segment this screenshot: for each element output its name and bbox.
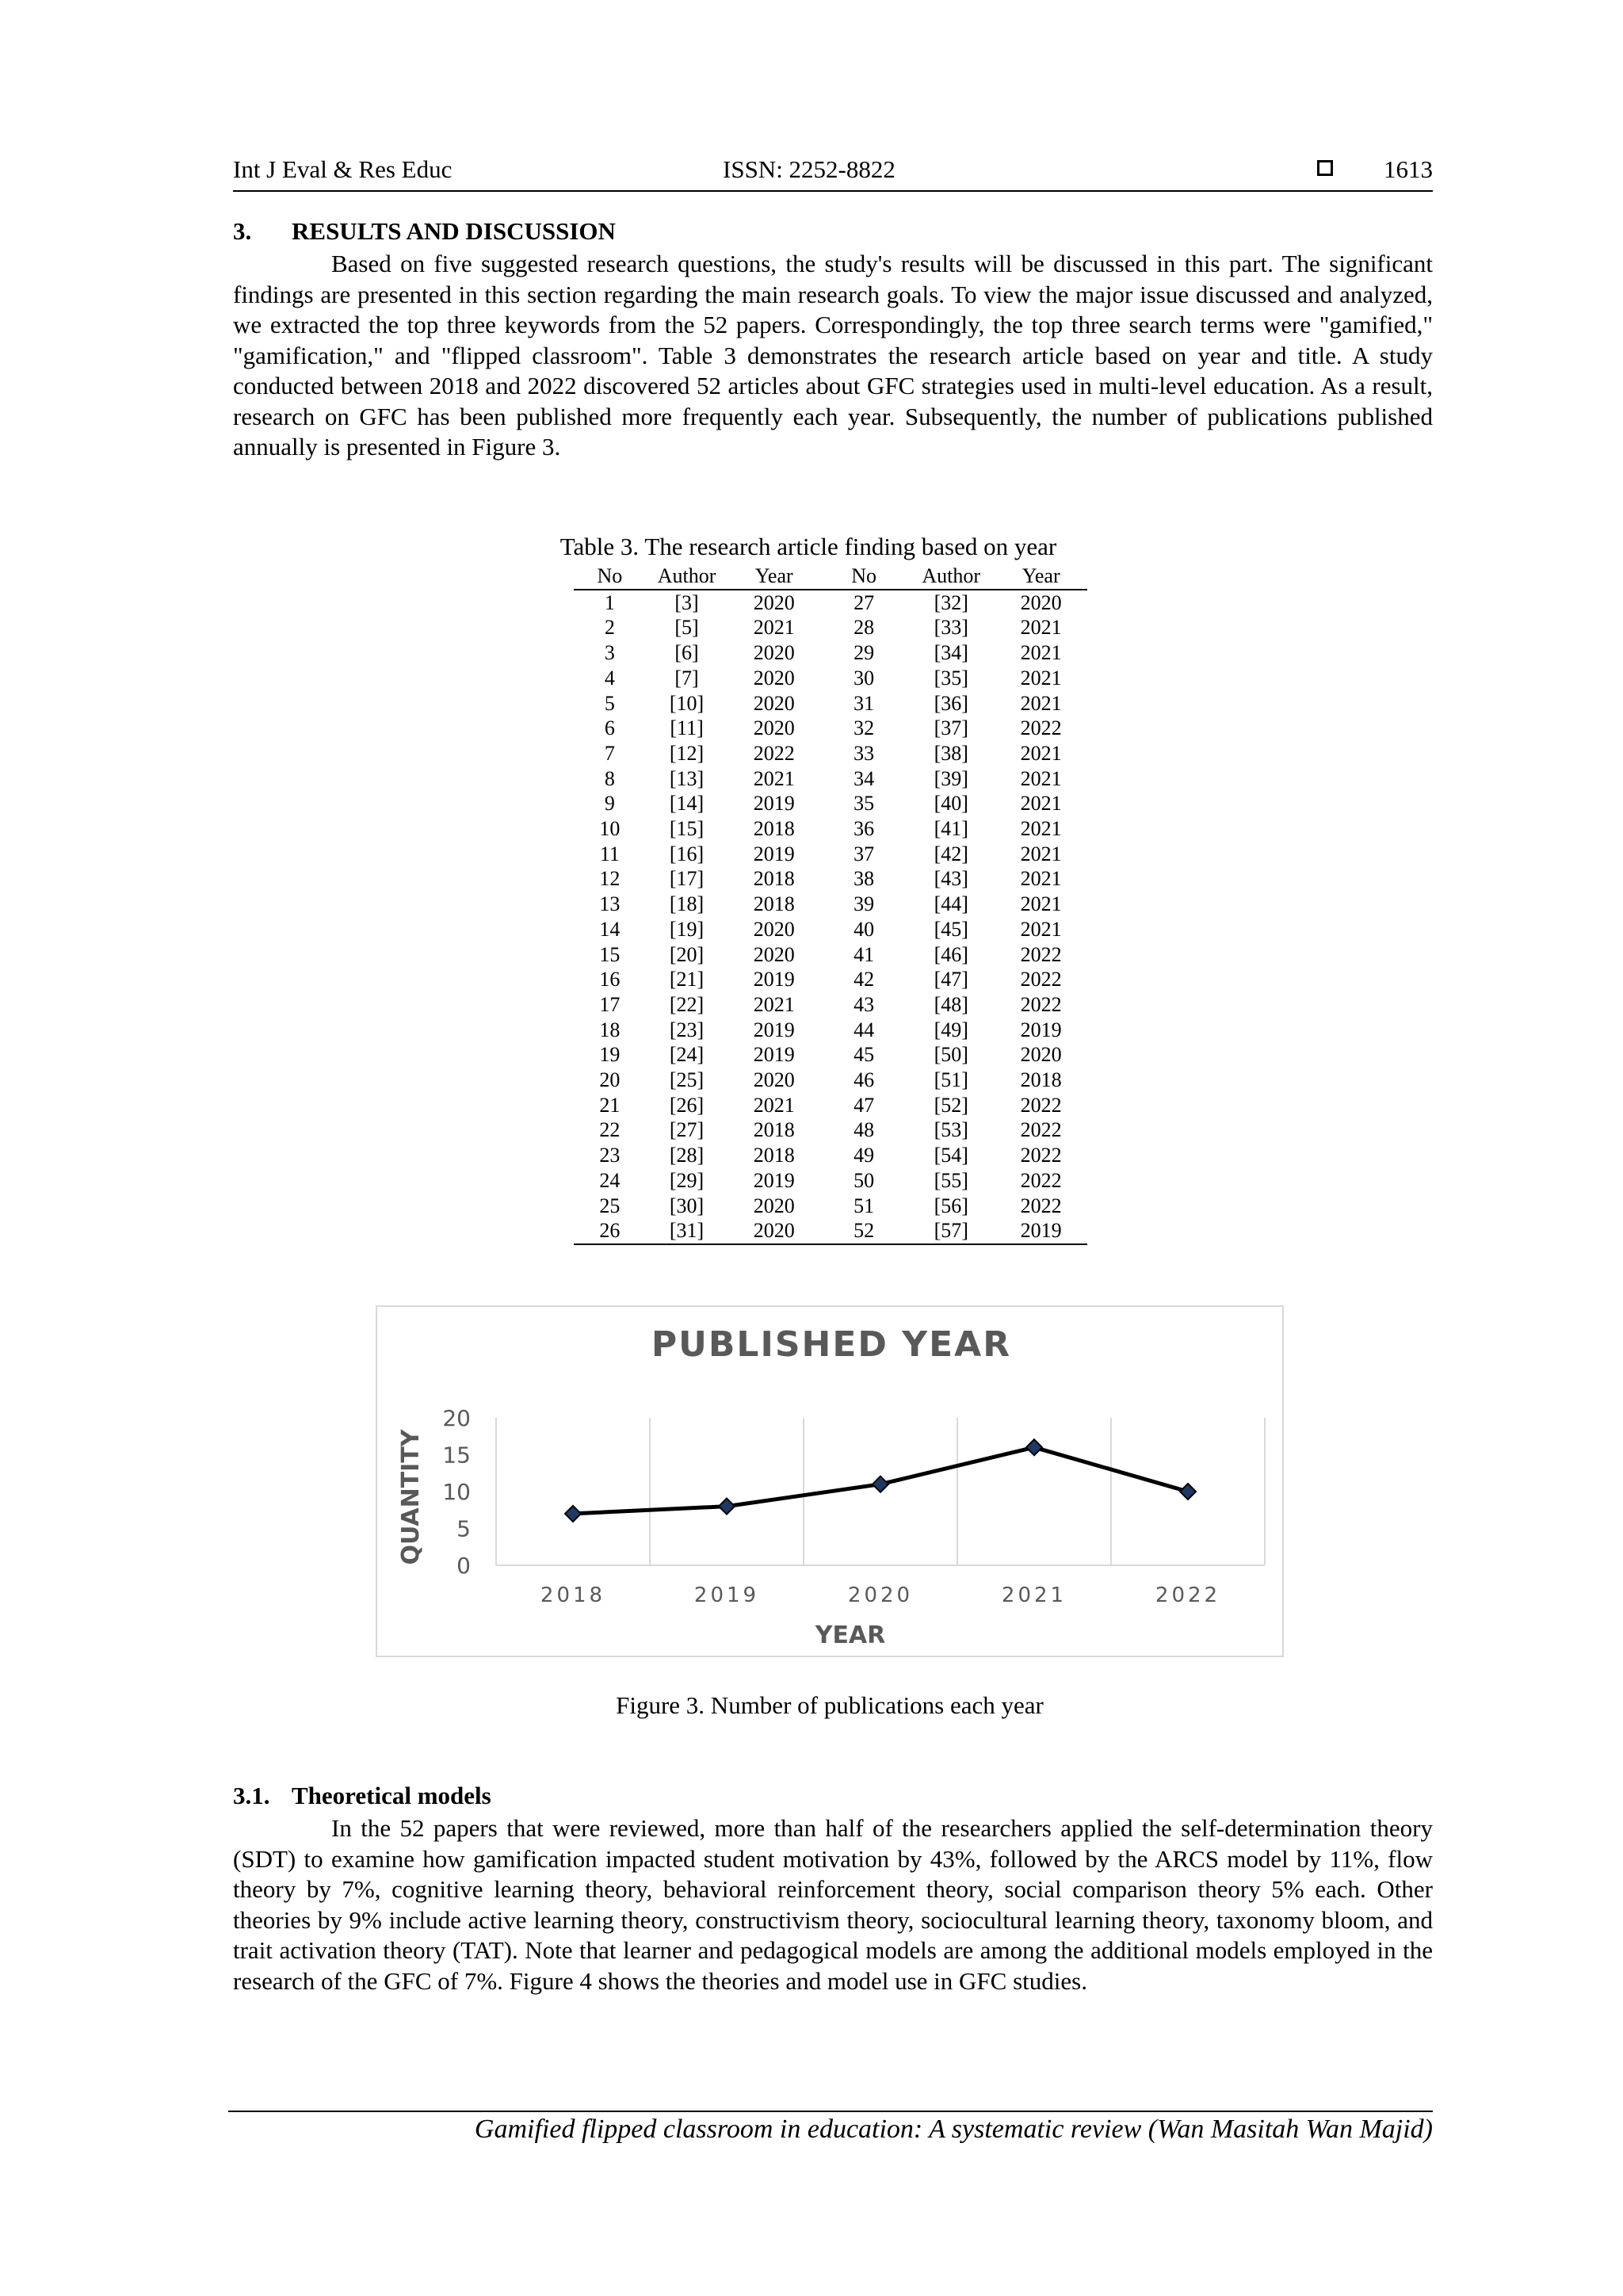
cell-no: 5 <box>604 691 615 715</box>
cell-year: 2021 <box>1020 741 1062 765</box>
cell-no: 23 <box>599 1144 621 1167</box>
cell-year: 2018 <box>1020 1068 1062 1092</box>
cell-no: 40 <box>854 917 875 941</box>
cell-year: 2022 <box>753 741 795 765</box>
cell-no: 33 <box>854 741 875 765</box>
subsection-number: 3.1. <box>233 1782 270 1809</box>
cell-year: 2021 <box>1020 892 1062 916</box>
y-tick-label: 5 <box>456 1515 471 1542</box>
cell-author: [21] <box>669 968 705 991</box>
cell-year: 2021 <box>1020 917 1062 941</box>
data-point-2019 <box>719 1499 735 1515</box>
cell-year: 2020 <box>753 1194 795 1217</box>
cell-author: [12] <box>669 741 705 765</box>
cell-year: 2019 <box>753 1043 795 1067</box>
cell-year: 2020 <box>753 590 795 614</box>
data-point-2018 <box>565 1506 581 1522</box>
table-row <box>574 615 1087 640</box>
cell-year: 2021 <box>1020 842 1062 865</box>
cell-year: 2021 <box>753 616 795 640</box>
x-tick-label: 2019 <box>693 1584 760 1607</box>
cell-no: 34 <box>854 766 875 790</box>
cell-no: 45 <box>854 1043 875 1067</box>
cell-no: 19 <box>599 1043 621 1067</box>
cell-year: 2018 <box>753 892 795 916</box>
cell-year: 2020 <box>753 641 795 665</box>
cell-author: [53] <box>934 1118 968 1142</box>
table-row <box>574 1194 1087 1219</box>
table-row <box>574 1143 1087 1168</box>
cell-year: 2022 <box>1020 1144 1062 1167</box>
cell-year: 2020 <box>753 1068 795 1092</box>
cell-no: 39 <box>854 892 875 916</box>
cell-no: 1 <box>604 590 615 614</box>
col-header-year: Year <box>995 563 1087 590</box>
cell-author: [32] <box>934 590 968 614</box>
cell-no: 46 <box>854 1068 875 1092</box>
cell-author: [24] <box>669 1043 705 1067</box>
cell-year: 2020 <box>753 691 795 715</box>
cell-year: 2020 <box>1020 1043 1062 1067</box>
table-row <box>574 1218 1087 1244</box>
cell-no: 49 <box>854 1144 875 1167</box>
cell-author: [43] <box>934 867 968 891</box>
table-row <box>574 590 1087 616</box>
cell-no: 37 <box>854 842 875 865</box>
cell-author: [49] <box>934 1018 968 1041</box>
table-row <box>574 892 1087 917</box>
cell-author: [5] <box>674 616 699 640</box>
cell-no: 35 <box>854 792 875 816</box>
cell-author: [35] <box>934 666 968 690</box>
cell-year: 2021 <box>1020 817 1062 841</box>
cell-author: [44] <box>934 892 968 916</box>
page-number: 1613 <box>1384 155 1433 183</box>
cell-no: 43 <box>854 992 875 1016</box>
cell-no: 31 <box>854 691 875 715</box>
cell-author: [37] <box>934 716 968 740</box>
cell-author: [27] <box>669 1118 705 1142</box>
cell-author: [14] <box>669 792 705 816</box>
cell-author: [10] <box>669 691 705 715</box>
cell-no: 28 <box>854 616 875 640</box>
cell-year: 2022 <box>1020 992 1062 1016</box>
cell-no: 7 <box>604 741 615 765</box>
cell-author: [55] <box>934 1168 968 1192</box>
cell-year: 2021 <box>753 766 795 790</box>
cell-no: 25 <box>599 1194 621 1217</box>
cell-year: 2020 <box>1020 590 1062 614</box>
cell-author: [39] <box>934 766 968 790</box>
cell-no: 20 <box>599 1068 621 1092</box>
col-header-author: Author <box>907 563 995 590</box>
cell-author: [48] <box>934 992 968 1016</box>
cell-author: [13] <box>669 766 705 790</box>
cell-year: 2021 <box>1020 666 1062 690</box>
cell-author: [47] <box>934 968 968 991</box>
section-paragraph: Based on five suggested research questions, the study's results will be discussed in this part. The significant findings are presented in this section regarding the main research goals. To view the major issue discussed and analyzed, we extracted the top three keywords from the 52 papers. Correspondingly, the top three search terms were "gamified," "gamification," and "flipped classroom". Table 3 demonstrates the research article based on year and title. A study conducted between 2018 and 2022 discovered 52 articles about GFC strategies used in multi-level education. As a result, research on GFC has been published more frequently each year. Subsequently, the number of publications published annually is presented in Figure 3. <box>233 250 1433 460</box>
section-number: 3. <box>233 217 252 245</box>
cell-author: [3] <box>674 590 699 614</box>
cell-author: [34] <box>934 641 968 665</box>
col-header-no: No <box>820 563 907 590</box>
cell-author: [31] <box>646 1218 728 1244</box>
published-year-chart <box>376 1305 1284 1657</box>
cell-year: 2020 <box>753 666 795 690</box>
table-row <box>574 1068 1087 1093</box>
cell-author: [7] <box>674 666 699 690</box>
cell-year: 2022 <box>1020 1168 1062 1192</box>
data-point-2021 <box>1026 1439 1042 1455</box>
cell-no: 22 <box>599 1118 621 1142</box>
cell-author: [25] <box>669 1068 705 1092</box>
cell-no: 44 <box>854 1018 875 1041</box>
footer-rule <box>228 2111 1433 2112</box>
cell-no: 42 <box>854 968 875 991</box>
cell-no: 13 <box>599 892 621 916</box>
cell-author: [22] <box>669 992 705 1016</box>
cell-author: [23] <box>669 1018 705 1041</box>
table-row <box>574 716 1087 741</box>
table-row <box>574 1018 1087 1043</box>
table-row <box>574 791 1087 816</box>
cell-year: 2021 <box>1020 766 1062 790</box>
cell-year: 2022 <box>1020 942 1062 966</box>
col-header-year: Year <box>727 563 820 590</box>
cell-author: [33] <box>934 616 968 640</box>
cell-no: 30 <box>854 666 875 690</box>
cell-no: 18 <box>599 1018 621 1041</box>
cell-author: [17] <box>669 867 705 891</box>
cell-author: [40] <box>934 792 968 816</box>
table-row <box>574 666 1087 691</box>
running-header <box>233 155 1433 192</box>
cell-year: 2021 <box>1020 867 1062 891</box>
table-row <box>574 766 1087 792</box>
data-point-2022 <box>1180 1484 1196 1499</box>
cell-author: [38] <box>934 741 968 765</box>
cell-no: 11 <box>599 842 620 865</box>
table-row <box>574 741 1087 766</box>
cell-no: 17 <box>599 992 621 1016</box>
cell-year: 2021 <box>1020 616 1062 640</box>
cell-year: 2021 <box>753 992 795 1016</box>
journal-name: Int J Eval & Res Educ <box>233 155 453 183</box>
cell-no: 36 <box>854 817 875 841</box>
cell-year: 2022 <box>1020 716 1062 740</box>
col-header-no: No <box>574 563 646 590</box>
cell-year: 2022 <box>1020 1194 1062 1217</box>
table-row <box>574 866 1087 892</box>
x-axis-label: YEAR <box>815 1622 886 1649</box>
table-row <box>574 1117 1087 1143</box>
cell-author: [52] <box>934 1093 968 1117</box>
chart-title: PUBLISHED YEAR <box>651 1324 1012 1365</box>
data-point-2020 <box>873 1477 888 1492</box>
x-tick-label: 2021 <box>1001 1584 1067 1607</box>
chart-canvas <box>377 1307 1285 1659</box>
subsection-heading <box>233 1782 491 1810</box>
cell-year: 2018 <box>753 1144 795 1167</box>
cell-author: [51] <box>934 1068 968 1092</box>
cell-year: 2019 <box>753 792 795 816</box>
col-header-author: Author <box>646 563 728 590</box>
cell-no: 41 <box>854 942 875 966</box>
cell-author: [26] <box>669 1093 705 1117</box>
table-row <box>574 816 1087 842</box>
cell-author: [16] <box>669 842 705 865</box>
page-box-icon <box>1317 160 1333 176</box>
figure-caption: Figure 3. Number of publications each year <box>616 1691 1044 1719</box>
cell-author: [36] <box>934 691 968 715</box>
cell-no: 9 <box>604 792 615 816</box>
cell-no: 27 <box>854 590 875 614</box>
y-tick-label: 0 <box>456 1553 471 1579</box>
cell-author: [41] <box>934 817 968 841</box>
cell-no: 14 <box>599 917 621 941</box>
subsection-paragraph: In the 52 papers that were reviewed, more than half of the researchers applied the self-determination theory (SDT) to examine how gamification impacted student motivation by 43%, followed by the ARCS model by 11%, flow theory by 7%, cognitive learning theory, behavioral reinforcement theory, social comparison theory 5% each. Other theories by 9% include active learning theory, constructivism theory, sociocultural learning theory, taxonomy bloom, and trait activation theory (TAT). Note that learner and pedagogical models are among the additional models employed in the research of the GFC of 7%. Figure 4 shows the theories and model use in GFC studies. <box>233 1814 1433 1995</box>
cell-no: 10 <box>599 817 621 841</box>
cell-author: [45] <box>934 917 968 941</box>
x-tick-label: 2022 <box>1155 1584 1221 1607</box>
cell-author: [56] <box>934 1194 968 1217</box>
table-row <box>574 1042 1087 1068</box>
section-title: RESULTS AND DISCUSSION <box>292 217 616 245</box>
cell-year: 2022 <box>1020 1118 1062 1142</box>
x-tick-label: 2018 <box>540 1584 606 1607</box>
cell-no: 16 <box>599 968 621 991</box>
cell-author: [28] <box>669 1144 705 1167</box>
cell-year: 2020 <box>727 1218 820 1244</box>
cell-year: 2019 <box>753 1018 795 1041</box>
table-row <box>574 842 1087 867</box>
cell-year: 2019 <box>753 1168 795 1192</box>
cell-author: [30] <box>669 1194 705 1217</box>
cell-year: 2018 <box>753 817 795 841</box>
cell-no: 50 <box>854 1168 875 1192</box>
cell-no: 12 <box>599 867 621 891</box>
cell-no: 8 <box>604 766 615 790</box>
cell-year: 2018 <box>753 1118 795 1142</box>
cell-author: [29] <box>669 1168 705 1192</box>
table-row <box>574 1168 1087 1194</box>
cell-author: [19] <box>669 917 705 941</box>
cell-year: 2021 <box>753 1093 795 1117</box>
cell-year: 2019 <box>753 968 795 991</box>
cell-no: 47 <box>854 1093 875 1117</box>
table-caption: Table 3. The research article finding based on year <box>559 533 1057 560</box>
table-row <box>574 992 1087 1018</box>
cell-year: 2020 <box>753 917 795 941</box>
cell-no: 3 <box>604 641 615 665</box>
cell-year: 2022 <box>1020 968 1062 991</box>
cell-no: 51 <box>854 1194 875 1217</box>
cell-no: 15 <box>599 942 621 966</box>
cell-year: 2022 <box>1020 1093 1062 1117</box>
cell-no: 21 <box>599 1093 621 1117</box>
cell-author: [54] <box>934 1144 968 1167</box>
table-row <box>574 691 1087 716</box>
cell-year: 2019 <box>995 1218 1087 1244</box>
y-tick-label: 20 <box>442 1405 471 1431</box>
y-tick-label: 15 <box>442 1442 471 1469</box>
table-row <box>574 967 1087 992</box>
y-axis-label: QUANTITY <box>397 1429 425 1565</box>
cell-no: 29 <box>854 641 875 665</box>
cell-year: 2020 <box>753 942 795 966</box>
cell-author: [20] <box>669 942 705 966</box>
cell-year: 2019 <box>753 842 795 865</box>
cell-year: 2021 <box>1020 792 1062 816</box>
cell-no: 6 <box>604 716 615 740</box>
table-row <box>574 942 1087 968</box>
cell-author: [6] <box>674 641 699 665</box>
cell-no: 52 <box>820 1218 907 1244</box>
cell-author: [18] <box>669 892 705 916</box>
cell-year: 2020 <box>753 716 795 740</box>
running-footer: Gamified flipped classroom in education: A systematic review (Wan Masitah Wan Majid) <box>474 2115 1433 2144</box>
cell-author: [42] <box>934 842 968 865</box>
cell-year: 2021 <box>1020 691 1062 715</box>
table-row <box>574 1093 1087 1118</box>
cell-author: [15] <box>669 817 705 841</box>
table-row <box>574 640 1087 666</box>
cell-author: [50] <box>934 1043 968 1067</box>
cell-no: 24 <box>599 1168 621 1192</box>
subsection-title: Theoretical models <box>292 1782 491 1809</box>
cell-no: 26 <box>574 1218 646 1244</box>
cell-author: [57] <box>907 1218 995 1244</box>
cell-no: 38 <box>854 867 875 891</box>
x-tick-label: 2020 <box>847 1584 914 1607</box>
cell-author: [11] <box>670 716 704 740</box>
table-header-row <box>574 563 1087 590</box>
issn: ISSN: 2252-8822 <box>723 155 896 183</box>
cell-author: [46] <box>934 942 968 966</box>
cell-no: 4 <box>604 666 615 690</box>
cell-year: 2021 <box>1020 641 1062 665</box>
article-table <box>574 563 1087 1245</box>
y-tick-label: 10 <box>442 1479 471 1505</box>
cell-no: 2 <box>604 616 615 640</box>
table-row <box>574 917 1087 942</box>
section-heading <box>233 217 616 246</box>
cell-no: 48 <box>854 1118 875 1142</box>
cell-no: 32 <box>854 716 875 740</box>
cell-year: 2018 <box>753 867 795 891</box>
cell-year: 2019 <box>1020 1018 1062 1041</box>
